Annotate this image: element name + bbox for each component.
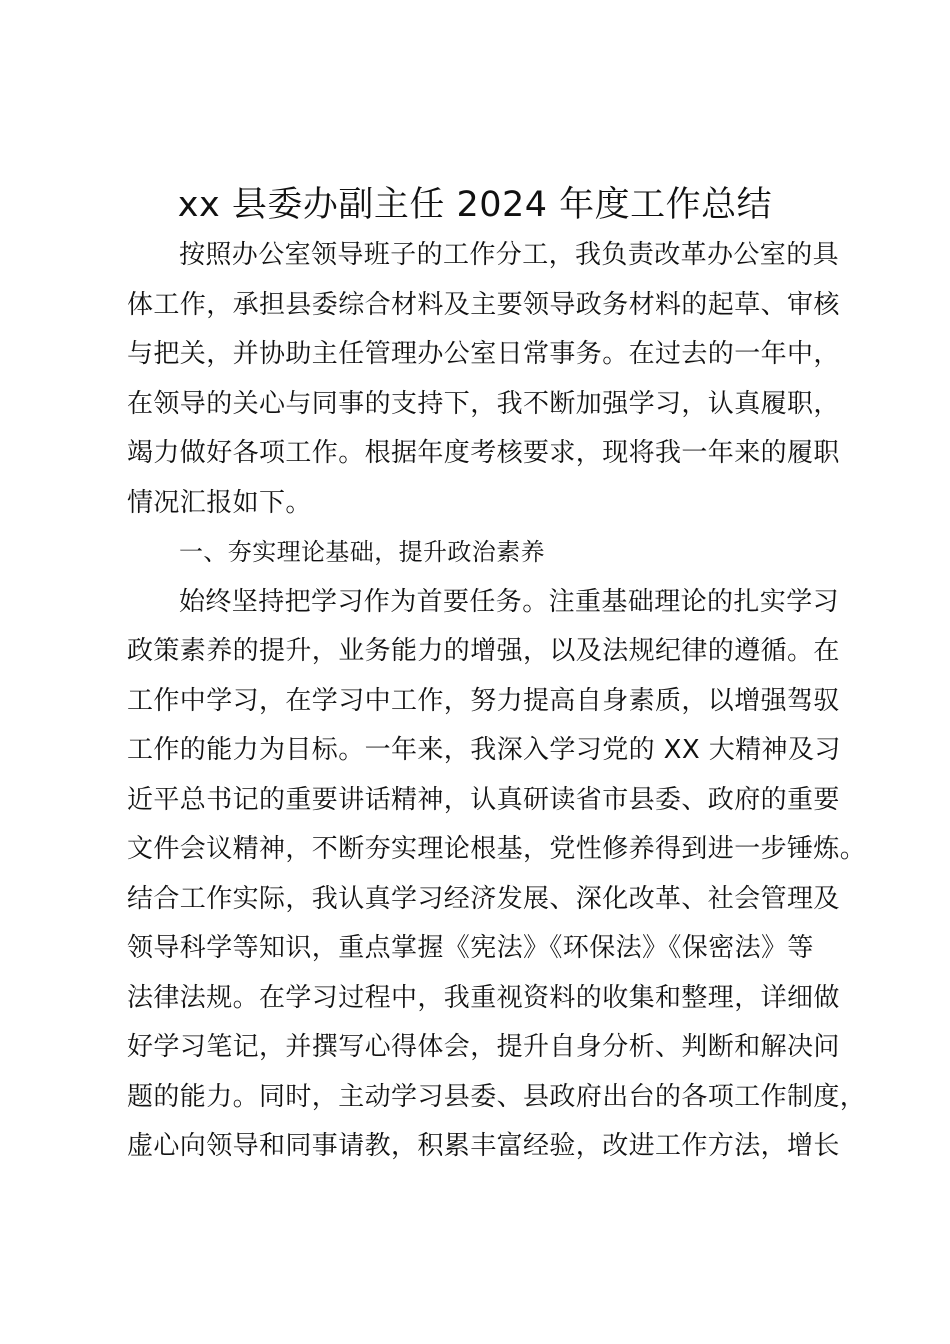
paragraph-line: 始终坚持把学习作为首要任务。注重基础理论的扎实学习 <box>179 586 840 617</box>
paragraph-line: 工作中学习，在学习中工作，努力提高自身素质，以增强驾驭 <box>127 685 840 716</box>
paragraph-line: 近平总书记的重要讲话精神，认真研读省市县委、政府的重要 <box>127 784 840 815</box>
paragraph-line: 与把关，并协助主任管理办公室日常事务。在过去的一年中， <box>127 339 840 369</box>
paragraph-line: 体工作，承担县委综合材料及主要领导政务材料的起草、审核 <box>127 289 840 320</box>
paragraph-line: 政策素养的提升，业务能力的增强，以及法规纪律的遵循。在 <box>127 636 840 666</box>
paragraph-line: 工作的能力为目标。一年来，我深入学习党的 XX 大精神及习 <box>127 735 841 765</box>
document-title: xx 县委办副主任 2024 年度工作总结 <box>177 185 773 225</box>
paragraph-line: 领导科学等知识，重点掌握《宪法》《环保法》《保密法》等 <box>127 933 814 963</box>
document-body <box>127 231 867 1172</box>
section-heading: 一、夯实理论基础，提升政治素养 <box>179 538 545 566</box>
paragraph-line: 法律法规。在学习过程中，我重视资料的收集和整理，详细做 <box>127 982 840 1013</box>
paragraph-line: 竭力做好各项工作。根据年度考核要求，现将我一年来的履职 <box>127 438 840 468</box>
paragraph-line: 虚心向领导和同事请教，积累丰富经验，改进工作方法，增长 <box>127 1131 840 1161</box>
paragraph-line: 在领导的关心与同事的支持下，我不断加强学习，认真履职， <box>127 388 840 419</box>
paragraph-line: 好学习笔记，并撰写心得体会，提升自身分析、判断和解决问 <box>127 1032 840 1062</box>
paragraph-line: 按照办公室领导班子的工作分工，我负责改革办公室的具 <box>179 240 840 270</box>
paragraph-line: 情况汇报如下。 <box>127 487 312 518</box>
paragraph-line: 文件会议精神，不断夯实理论根基，党性修养得到进一步锤炼。 <box>127 834 867 864</box>
paragraph-line: 题的能力。同时，主动学习县委、县政府出台的各项工作制度， <box>127 1081 867 1112</box>
paragraph-line: 结合工作实际，我认真学习经济发展、深化改革、社会管理及 <box>127 883 840 914</box>
